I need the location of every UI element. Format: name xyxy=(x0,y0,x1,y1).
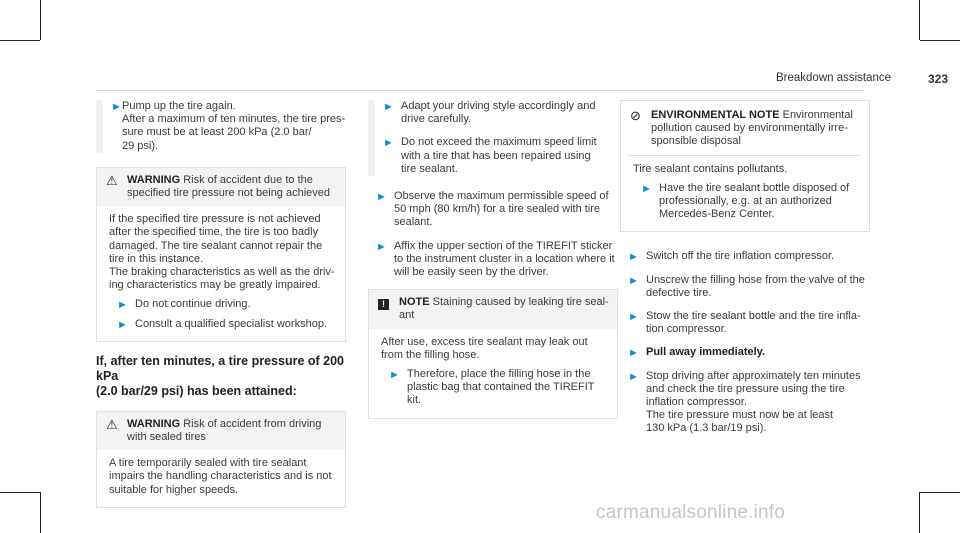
warning-title: Risk of accident from driving with sealed tires xyxy=(127,417,322,444)
note-body xyxy=(369,329,617,418)
subheading: If, after ten minutes, a tire pressure of 200 kPa (2.0 bar/29 psi) has been attained: xyxy=(96,353,344,398)
crop-mark xyxy=(920,40,960,41)
crop-mark xyxy=(0,40,40,41)
warning-paragraph: If the specified tire pressure is not achieved after the specified time, the tire is too badly damaged. The tire sealant cannot repair the tire in this instance. The braking characteristics as well as the driv- ing characteristics may be greatly impaired. xyxy=(109,213,335,292)
step-pump-tire xyxy=(96,100,346,153)
section-title: Breakdown assistance xyxy=(776,72,892,84)
page-number: 323 xyxy=(928,72,949,86)
warning-label: WARNING xyxy=(127,173,181,186)
warning-body xyxy=(97,206,345,341)
crop-mark xyxy=(919,492,920,533)
arrow-icon: ► xyxy=(628,251,639,264)
column-2 xyxy=(368,100,618,431)
step-adapt-driving: ► Adapt your driving style accordingly and drive carefully. xyxy=(383,100,596,126)
column-3 xyxy=(620,100,870,446)
step-block xyxy=(368,100,618,176)
crop-mark xyxy=(919,0,920,40)
warning-paragraph: A tire temporarily sealed with tire sealant impairs the handling characteristics and is not suitable for higher speeds. xyxy=(109,457,332,496)
step-stow-bottle: ► Stow the tire sealant bottle and the tire infla- tion compressor. xyxy=(628,310,861,336)
step-do-not-drive: ► Do not continue driving. xyxy=(117,298,251,312)
arrow-icon: ► xyxy=(117,318,128,331)
warning-header xyxy=(97,168,345,206)
note-exclamation-icon: ! xyxy=(378,296,389,310)
step-switch-off-compressor: ► Switch off the tire inflation compressor. xyxy=(628,250,835,264)
step-text: Pump up the tire again. After a maximum of ten minutes, the tire pres- sure must be at least 200 kPa (2.0 bar/ 29 psi). xyxy=(122,100,346,152)
environmental-note-body xyxy=(621,156,869,232)
arrow-icon: ► xyxy=(628,347,639,360)
crop-mark xyxy=(40,492,41,533)
warning-box xyxy=(96,167,346,342)
arrow-icon: ► xyxy=(383,101,394,113)
warning-label: WARNING xyxy=(127,417,181,430)
warning-body xyxy=(97,450,345,507)
step-affix-sticker: ► Affix the upper section of the TIREFIT sticker to the instrument cluster in a location where it will be easily seen by the driver. xyxy=(376,239,615,279)
environment-icon: ⊘ xyxy=(630,108,641,123)
arrow-icon: ► xyxy=(628,311,639,324)
note-box xyxy=(368,289,618,418)
arrow-icon: ► xyxy=(628,370,639,383)
environmental-label: ENVIRONMENTAL NOTE xyxy=(651,109,780,121)
environmental-note-header xyxy=(621,101,869,155)
step-speed-limit: ► Do not exceed the maximum speed limit with a tire that has been repaired using tire sealant. xyxy=(383,136,597,175)
arrow-icon: ► xyxy=(111,101,122,113)
crop-mark xyxy=(920,492,960,493)
step-unscrew-hose: ► Unscrew the filling hose from the valve of the defective tire. xyxy=(628,273,865,299)
step-dispose-bottle: ► Have the tire sealant bottle disposed of professionally, e.g. at an authorized Mercedes-Benz Center. xyxy=(641,181,850,221)
warning-title: Risk of accident due to the specified tire pressure not being achieved xyxy=(127,173,331,200)
note-label: NOTE xyxy=(399,296,430,309)
note-header xyxy=(369,290,617,328)
note-paragraph: After use, excess tire sealant may leak out from the filling hose. xyxy=(381,335,588,361)
environmental-title: Environmental pollution caused by environmentally irre- sponsible disposal xyxy=(651,109,853,148)
step-pull-away: ► Pull away immediately. xyxy=(628,346,766,360)
step-stop-driving: ► Stop driving after approximately ten minutes and check the tire pressure using the tire inflation compressor. The tire pressure must now be at least 130 kPa (1.3 bar/19 psi). xyxy=(628,369,861,435)
step-observe-speed: ► Observe the maximum permissible speed of 50 mph (80 km/h) for a tire sealed with tire sealant. xyxy=(376,190,609,229)
arrow-icon: ► xyxy=(641,182,652,195)
arrow-icon: ► xyxy=(389,369,400,382)
watermark: carmanualsonline.info xyxy=(596,502,786,523)
header-divider xyxy=(96,90,864,91)
column-1 xyxy=(96,100,346,520)
arrow-icon: ► xyxy=(117,299,128,312)
arrow-icon: ► xyxy=(376,240,387,253)
step-place-hose: ► Therefore, place the filling hose in the plastic bag that contained the TIREFIT kit. xyxy=(389,368,595,407)
environmental-note-box xyxy=(620,100,870,232)
step-consult-workshop: ► Consult a qualified specialist workshop. xyxy=(117,317,327,331)
warning-box xyxy=(96,411,346,508)
arrow-icon: ► xyxy=(376,191,387,204)
environmental-paragraph: Tire sealant contains pollutants. xyxy=(633,162,788,175)
note-title: Staining caused by leaking tire seal- ant xyxy=(399,296,609,322)
crop-mark xyxy=(40,0,41,40)
arrow-icon: ► xyxy=(628,274,639,287)
arrow-icon: ► xyxy=(383,137,394,150)
warning-triangle-icon: ⚠ xyxy=(106,172,118,188)
step-block xyxy=(96,100,346,153)
crop-mark xyxy=(0,492,40,493)
warning-header xyxy=(97,412,345,450)
warning-triangle-icon: ⚠ xyxy=(106,416,118,432)
